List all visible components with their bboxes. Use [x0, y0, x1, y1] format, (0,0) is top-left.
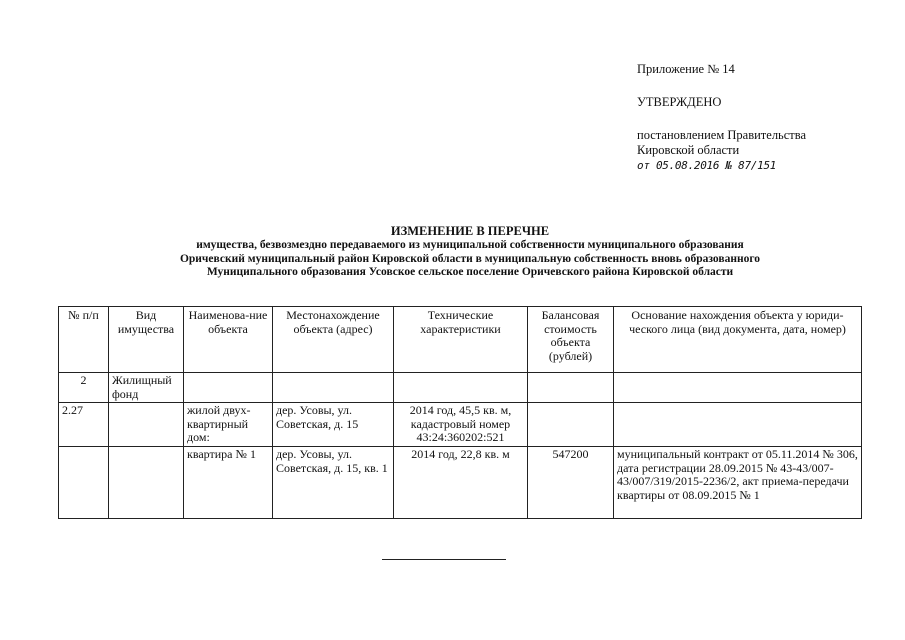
row-book-value: 547200: [528, 447, 614, 519]
row-ownership-basis: [614, 373, 862, 403]
table-header-row: [59, 307, 862, 373]
row-ownership-basis: [614, 403, 862, 447]
header-book-value: Балансовая стоимость объекта (рублей): [528, 307, 614, 373]
row-property-type: [109, 447, 184, 519]
table-row: [59, 373, 862, 403]
header-number: № п/п: [59, 307, 109, 373]
heading-line-3: Муниципального образования Усовское сельское поселение Оричевского района Кировской области: [206, 266, 734, 278]
row-property-type: [109, 403, 184, 447]
row-object-name: [184, 373, 273, 403]
row-number: 2: [59, 373, 109, 403]
property-table: [58, 306, 862, 519]
resolution-date-number: от 05.08.2016 № 87/151: [637, 159, 777, 172]
row-object-name: жилой двух-квартирный дом:: [184, 403, 273, 447]
table-row: [59, 403, 862, 447]
row-number: 2.27: [59, 403, 109, 447]
document-title: ИЗМЕНЕНИЕ В ПЕРЕЧНЕ: [390, 224, 550, 238]
approved-by-line-2: Кировской области: [637, 143, 740, 157]
row-location: дер. Усовы, ул. Советская, д. 15, кв. 1: [273, 447, 394, 519]
row-ownership-basis: муниципальный контракт от 05.11.2014 № 306, дата регистрации 28.09.2015 № 43-43/007-43/007/319/2015-2236/2, акт приема-передачи квартиры от 08.09.2015 № 1: [614, 447, 862, 519]
row-object-name: квартира № 1: [184, 447, 273, 519]
heading-line-1: имущества, безвозмездно передаваемого из муниципальной собственности муниципального образования: [196, 239, 744, 251]
row-location: [273, 373, 394, 403]
row-book-value: [528, 373, 614, 403]
approved-by-line-1: постановлением Правительства: [637, 128, 807, 142]
appendix-number: Приложение № 14: [637, 62, 735, 76]
header-characteristics: Технические характеристики: [394, 307, 528, 373]
table-row: [59, 447, 862, 519]
approved-stamp: УТВЕРЖДЕНО: [637, 95, 722, 109]
header-object-name: Наименова-ние объекта: [184, 307, 273, 373]
row-characteristics: 2014 год, 22,8 кв. м: [394, 447, 528, 519]
row-characteristics: [394, 373, 528, 403]
row-number: [59, 447, 109, 519]
header-ownership-basis: Основание нахождения объекта у юриди-ческого лица (вид документа, дата, номер): [614, 307, 862, 373]
closing-rule: [382, 559, 506, 560]
row-characteristics: 2014 год, 45,5 кв. м, кадастровый номер 43:24:360202:521: [394, 403, 528, 447]
approval-block: [637, 62, 877, 173]
document-heading: [100, 224, 840, 280]
row-location: дер. Усовы, ул. Советская, д. 15: [273, 403, 394, 447]
row-property-type: Жилищный фонд: [109, 373, 184, 403]
row-book-value: [528, 403, 614, 447]
heading-line-2: Оричевский муниципальный район Кировской области в муниципальную собственность вновь образованного: [179, 252, 761, 265]
header-property-type: Вид имущества: [109, 307, 184, 373]
header-location: Местонахождение объекта (адрес): [273, 307, 394, 373]
